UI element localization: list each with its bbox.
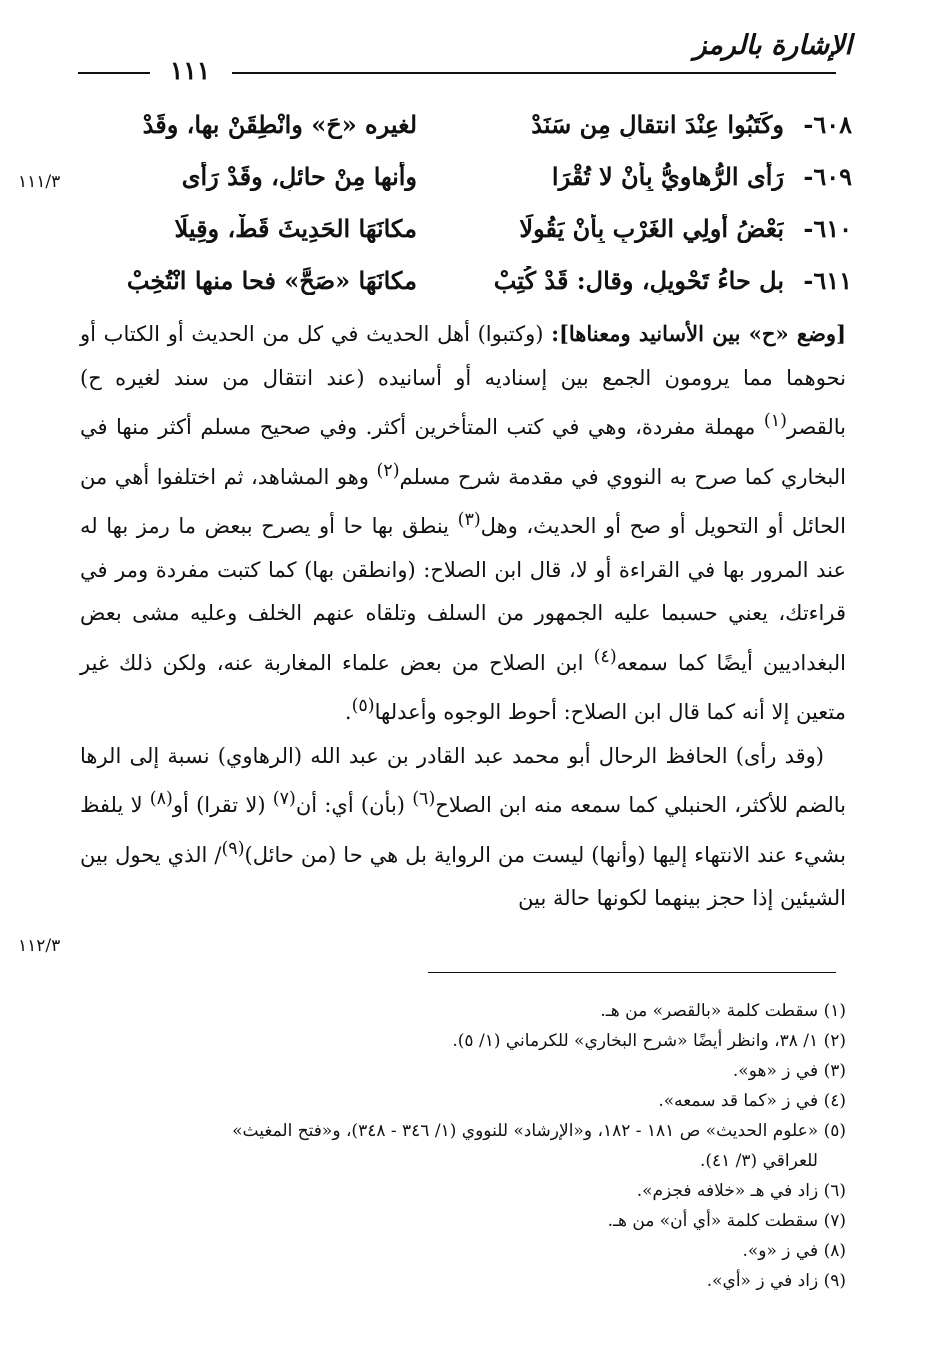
section-heading: [وضع «ح» بين الأسانيد ومعناها]: <box>551 321 847 346</box>
footnotes <box>80 996 846 1296</box>
commentary-text-run: (لا تقرا) أو <box>172 793 273 817</box>
margin-page-reference: ١١١/٣ <box>18 172 61 192</box>
verse-number: ٦٠٩- <box>803 162 852 191</box>
footnote: (١) سقطت كلمة «بالقصر» من هـ. <box>600 1001 846 1021</box>
verse-number: ٦٠٨- <box>803 110 852 139</box>
footnote-marker: (٣) <box>457 510 481 530</box>
commentary-text-run: ينطق بها حا أو يصرح ببعض ما رمز بها له عند المرور بها في القراءة أو لا، قال ابن الصلاح: (وانطقن بها) كما كتبت مفردة ومر في قراءتك، يعني حسبما عليه الجمهور من السلف وتلقاه عنهم الخلف وعليه مشى بعض البغداديين أيضًا كما سمعه <box>80 514 846 675</box>
footnote: (٣) في ز «هو». <box>732 1061 846 1081</box>
verse-first-hemistich: بَعْضُ أُولِي الغَرْبِ بِأَنْ يَقُولَا <box>519 214 784 243</box>
verse-row <box>0 208 930 260</box>
footnote-continuation: للعراقي (٣/ ٤١). <box>699 1151 818 1171</box>
footnote: (٥) «علوم الحديث» ص ١٨١ - ١٨٢، و«الإرشاد» للنووي (١/ ٣٤٦ - ٣٤٨)، و«فتح المغيث» <box>232 1121 846 1141</box>
commentary-text-run: لا يلفظ بشيء عند الانتهاء إليها (وأنها) ليست من الرواية بل هي حا (من حائل) <box>80 793 846 867</box>
footnote-marker: (٨) <box>149 789 173 809</box>
commentary-text-run: مهملة مفردة، وهي في كتب المتأخرين أكثر. وفي صحيح مسلم أكثر منها في البخاري كما صرح به النووي في مقدمة شرح مسلم <box>80 415 846 489</box>
commentary-text-run: (بأن) أي: أن <box>295 793 413 817</box>
commentary-text-run: . <box>344 700 352 724</box>
verse-first-hemistich: رَأَى الرُّهاوِيُّ بِأَنْ لا تُقْرَا <box>551 162 784 191</box>
footnote: (٧) سقطت كلمة «أي أن» من هـ. <box>607 1211 846 1231</box>
commentary-text-run: / الذي يحول بين الشيئين إذا حجز بينهما لكونها حالة بين <box>80 842 846 910</box>
header-rule-left <box>78 72 150 74</box>
footnote: (٨) في ز «و». <box>742 1241 846 1261</box>
margin-page-reference: ١١٢/٣ <box>18 936 61 956</box>
footnote-marker: (٥) <box>351 696 375 716</box>
verse-second-hemistich: مكانَهَا الحَدِيثَ قَطْ، وقِيلَا <box>174 214 417 243</box>
verse-number: ٦١٠- <box>803 214 852 243</box>
header-rule-right <box>232 72 836 74</box>
verse-first-hemistich: بل حاءُ تَحْوِيلٍ، وقال: قَدْ كُتِبْ <box>493 266 784 295</box>
verse-row <box>0 104 930 156</box>
footnote: (٩) زاد في ز «أي». <box>706 1271 846 1291</box>
footnote-marker: (٤) <box>593 646 617 667</box>
verse-first-hemistich: وكَتَبُوا عِنْدَ انتقالٍ مِن سَنَدْ <box>531 110 784 139</box>
verse-second-hemistich: وأنها مِنْ حائلٍ، وقَدْ رَأَى <box>181 162 417 191</box>
footnote-marker: (٦) <box>412 789 436 809</box>
commentary-paragraph <box>80 735 846 921</box>
footnote-marker: (١) <box>763 411 787 431</box>
page-number: ١١١ <box>169 56 211 85</box>
footnote-marker: (٩) <box>221 838 245 859</box>
commentary-text-run: وهو المشاهد، ثم اختلفوا أهي من الحائل أو التحويل أو صح أو الحديث، وهل <box>80 464 846 538</box>
footnote-marker: (٧) <box>272 789 296 809</box>
footnote: (٢) ١/ ٣٨، وانظر أيضًا «شرح البخاري» للكرماني (١/ ٥). <box>452 1031 846 1051</box>
verse-row <box>0 156 930 208</box>
verse-second-hemistich: لغيرِه «حَ» وانْطِقَنْ بها، وقَدْ <box>142 110 417 139</box>
verse-row <box>0 260 930 312</box>
footnote-marker: (٢) <box>376 460 400 481</box>
footnote-separator <box>428 972 836 973</box>
commentary-paragraph <box>80 312 846 735</box>
verse-second-hemistich: مكانَهَا «صَحَّ» فحا منها انْتُخِبْ <box>126 266 417 295</box>
commentary-text-run: (وكتبوا) أهل الحديث في كل من الحديث أو الكتاب أو نحوهما مما يرومون الجمع بين إسناديه أو أسانيده (عند انتقال من سند لغيره ح) بالقصر <box>80 322 846 439</box>
commentary-text-run: ابن الصلاح من بعض علماء المغاربة عنه، ولكن ذلك غير متعين إلا أنه كما قال ابن الصلاح: أحوط الوجوه وأعدلها <box>80 650 846 724</box>
poem-verses <box>0 104 930 312</box>
commentary-text-run: (وقد رأى) الحافظ الرحال أبو محمد عبد القادر بن عبد الله (الرهاوي) نسبة إلى الرها بالضم للأكثر، الحنبلي كما سمعه منه ابن الصلاح <box>80 743 846 817</box>
verse-number: ٦١١- <box>803 266 852 295</box>
footnote: (٤) في ز «كما قد سمعه». <box>658 1091 846 1111</box>
footnote: (٦) زاد في هـ «خلافه فجزم». <box>636 1181 846 1201</box>
running-title: الإشارة بالرمز <box>693 30 852 61</box>
commentary-text <box>80 312 846 921</box>
